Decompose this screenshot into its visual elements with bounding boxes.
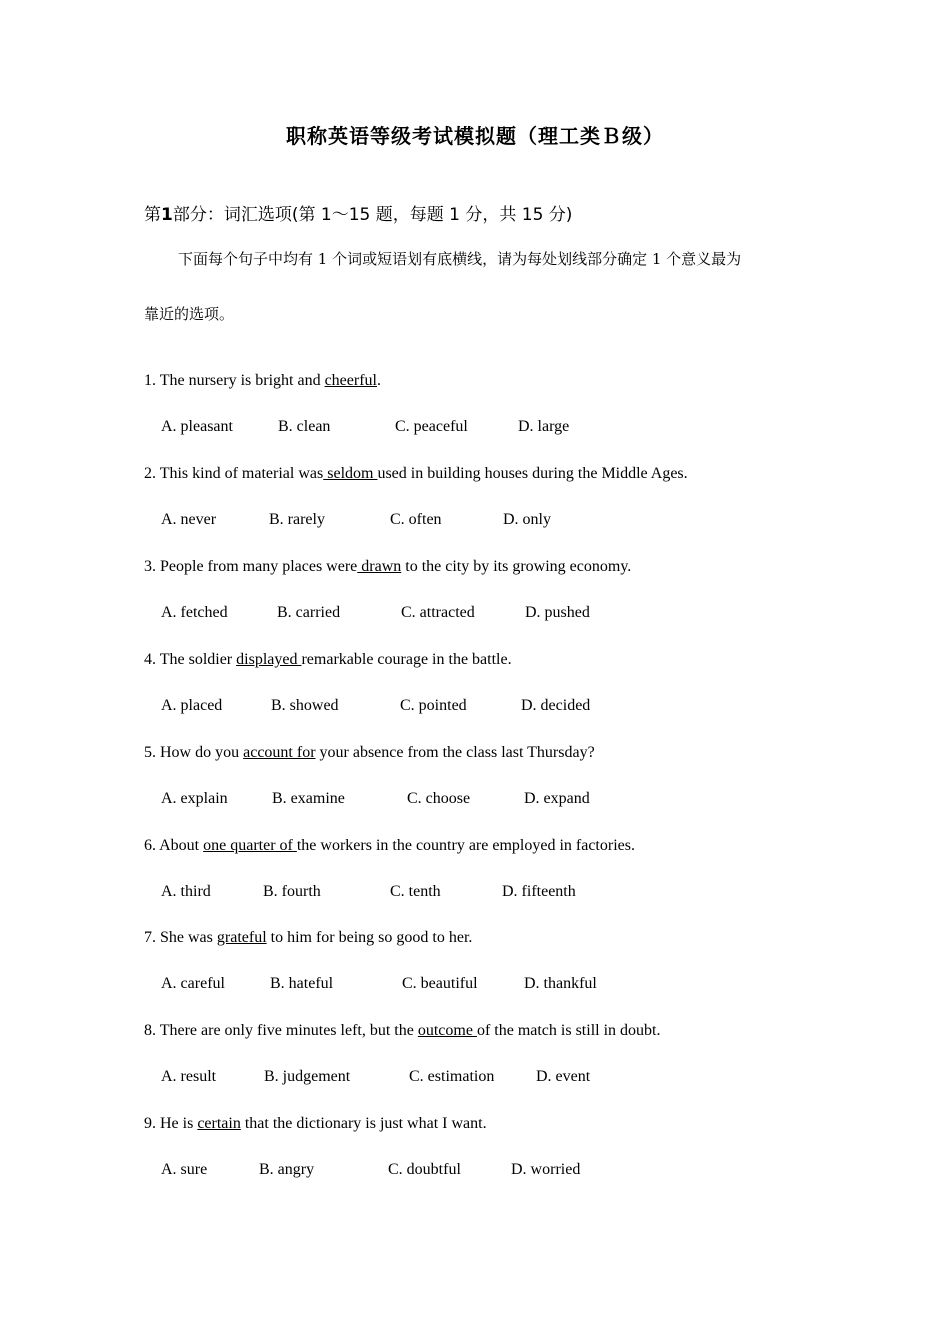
question-text: 3. People from many places were bbox=[144, 558, 358, 575]
question-text: your absence from the class last Thursday? bbox=[315, 744, 595, 761]
instruction-line-2: 靠近的选项。 bbox=[144, 305, 235, 323]
question-text: to the city by its growing economy. bbox=[401, 558, 632, 575]
question-5 bbox=[144, 744, 595, 762]
option-a: A. pleasant bbox=[161, 418, 233, 435]
option-d: D. thankful bbox=[524, 975, 597, 992]
option-d: D. only bbox=[503, 511, 551, 528]
underlined-word: one quarter of bbox=[203, 837, 297, 854]
option-c: C. doubtful bbox=[388, 1161, 461, 1178]
section-heading-prefix: 第 bbox=[144, 205, 161, 225]
options-5 bbox=[161, 790, 861, 812]
option-b: B. hateful bbox=[270, 975, 334, 992]
option-c: C. peaceful bbox=[395, 418, 468, 435]
question-text: 4. The soldier bbox=[144, 651, 237, 668]
option-b: B. clean bbox=[278, 418, 331, 435]
underlined-word: account for bbox=[243, 744, 316, 761]
underlined-word: displayed bbox=[236, 651, 302, 668]
underlined-word: certain bbox=[197, 1115, 241, 1132]
question-9 bbox=[144, 1115, 487, 1133]
options-2 bbox=[161, 511, 861, 533]
underlined-word: cheerful bbox=[324, 372, 377, 389]
question-text: 1. The nursery is bright and bbox=[144, 372, 325, 389]
option-d: D. decided bbox=[521, 697, 591, 714]
underlined-word: grateful bbox=[216, 929, 267, 946]
option-c: C. choose bbox=[407, 790, 471, 807]
page-title: 职称英语等级考试模拟题（理工类Ｂ级） bbox=[286, 124, 664, 148]
option-c: C. estimation bbox=[409, 1068, 495, 1085]
question-2 bbox=[144, 465, 688, 483]
question-text: 8. There are only five minutes left, but the bbox=[144, 1022, 418, 1039]
underlined-word: outcome bbox=[417, 1022, 477, 1039]
options-1 bbox=[161, 418, 861, 440]
option-b: B. judgement bbox=[264, 1068, 351, 1085]
question-text: . bbox=[376, 372, 381, 389]
option-d: D. worried bbox=[511, 1161, 581, 1178]
options-6 bbox=[161, 883, 861, 905]
options-8 bbox=[161, 1068, 861, 1090]
question-text: 2. This kind of material was bbox=[144, 465, 324, 482]
question-7 bbox=[144, 929, 472, 947]
option-a: A. result bbox=[161, 1068, 217, 1085]
option-b: B. showed bbox=[271, 697, 339, 714]
underlined-word: seldom bbox=[323, 465, 378, 482]
question-3 bbox=[144, 558, 631, 576]
option-a: A. placed bbox=[161, 697, 223, 714]
options-4 bbox=[161, 697, 861, 719]
option-a: A. sure bbox=[161, 1161, 208, 1178]
options-7 bbox=[161, 975, 861, 997]
option-d: D. pushed bbox=[525, 604, 590, 621]
question-6 bbox=[144, 837, 635, 855]
question-text: the workers in the country are employed in factories. bbox=[296, 837, 635, 854]
question-text: 6. About bbox=[144, 837, 204, 854]
option-c: C. attracted bbox=[401, 604, 475, 621]
section-heading bbox=[144, 200, 572, 225]
underlined-word: drawn bbox=[357, 558, 402, 575]
option-a: A. explain bbox=[161, 790, 228, 807]
question-text: 9. He is bbox=[144, 1115, 198, 1132]
option-b: B. examine bbox=[272, 790, 345, 807]
options-3 bbox=[161, 604, 861, 626]
question-text: remarkable courage in the battle. bbox=[301, 651, 512, 668]
option-c: C. beautiful bbox=[402, 975, 478, 992]
option-c: C. often bbox=[390, 511, 442, 528]
option-d: D. large bbox=[518, 418, 570, 435]
section-heading-number: 1 bbox=[161, 205, 173, 225]
question-text: to him for being so good to her. bbox=[266, 929, 473, 946]
option-c: C. tenth bbox=[390, 883, 441, 900]
option-d: D. fifteenth bbox=[502, 883, 576, 900]
option-b: B. angry bbox=[259, 1161, 315, 1178]
question-text: used in building houses during the Middle Ages. bbox=[377, 465, 688, 482]
question-text: that the dictionary is just what I want. bbox=[240, 1115, 487, 1132]
option-d: D. event bbox=[536, 1068, 591, 1085]
question-8 bbox=[144, 1022, 660, 1040]
question-1 bbox=[144, 372, 381, 390]
option-a: A. never bbox=[161, 511, 217, 528]
question-text: 7. She was bbox=[144, 929, 217, 946]
question-4 bbox=[144, 651, 512, 669]
option-b: B. fourth bbox=[263, 883, 321, 900]
question-text: of the match is still in doubt. bbox=[476, 1022, 661, 1039]
option-a: A. fetched bbox=[161, 604, 228, 621]
option-b: B. rarely bbox=[269, 511, 325, 528]
instruction-line-1: 下面每个句子中均有 1 个词或短语划有底横线，请为每处划线部分确定 1 个意义最为 bbox=[178, 250, 742, 268]
option-c: C. pointed bbox=[400, 697, 467, 714]
option-d: D. expand bbox=[524, 790, 590, 807]
option-a: A. third bbox=[161, 883, 211, 900]
question-text: 5. How do you bbox=[144, 744, 244, 761]
option-b: B. carried bbox=[277, 604, 341, 621]
section-heading-text: 部分：词汇选项(第 1～15 题，每题 1 分，共 15 分) bbox=[172, 205, 573, 225]
option-a: A. careful bbox=[161, 975, 225, 992]
options-9 bbox=[161, 1161, 861, 1183]
